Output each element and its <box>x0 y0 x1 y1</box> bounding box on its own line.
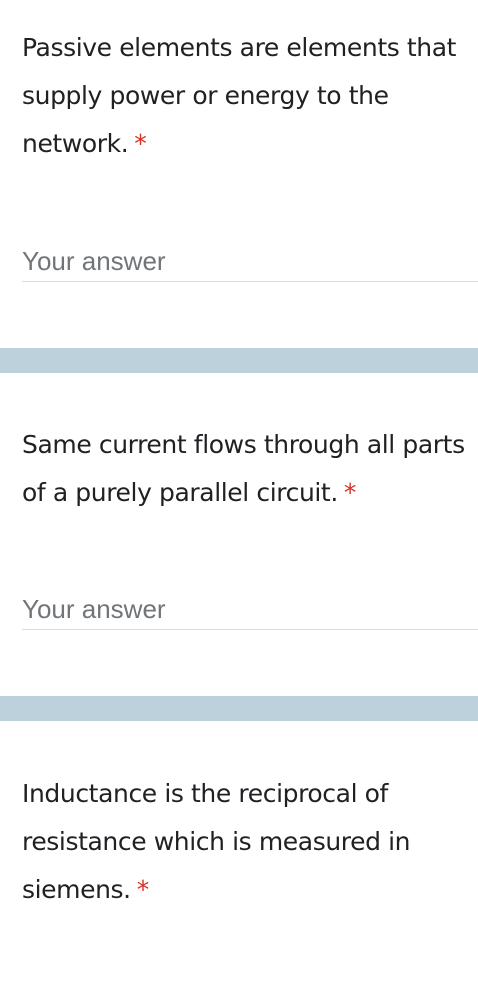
question-2-label: Same current flows through all parts of a purely parallel circuit. <box>22 430 465 507</box>
question-card-1 <box>0 0 478 348</box>
answer-input-2[interactable] <box>22 590 478 630</box>
question-text-3 <box>22 770 467 914</box>
section-separator-1 <box>0 348 478 373</box>
question-text-1 <box>22 24 467 168</box>
question-3-label: Inductance is the reciprocal of resistance which is measured in siemens. <box>22 779 411 904</box>
required-asterisk: * <box>343 478 356 507</box>
question-card-3 <box>0 721 478 985</box>
section-separator-2 <box>0 696 478 721</box>
question-text-2 <box>22 421 467 517</box>
answer-input-1[interactable] <box>22 242 478 282</box>
required-asterisk: * <box>134 129 147 158</box>
required-asterisk: * <box>136 875 149 904</box>
question-card-2 <box>0 373 478 696</box>
question-1-label: Passive elements are elements that supply power or energy to the network. <box>22 33 457 158</box>
